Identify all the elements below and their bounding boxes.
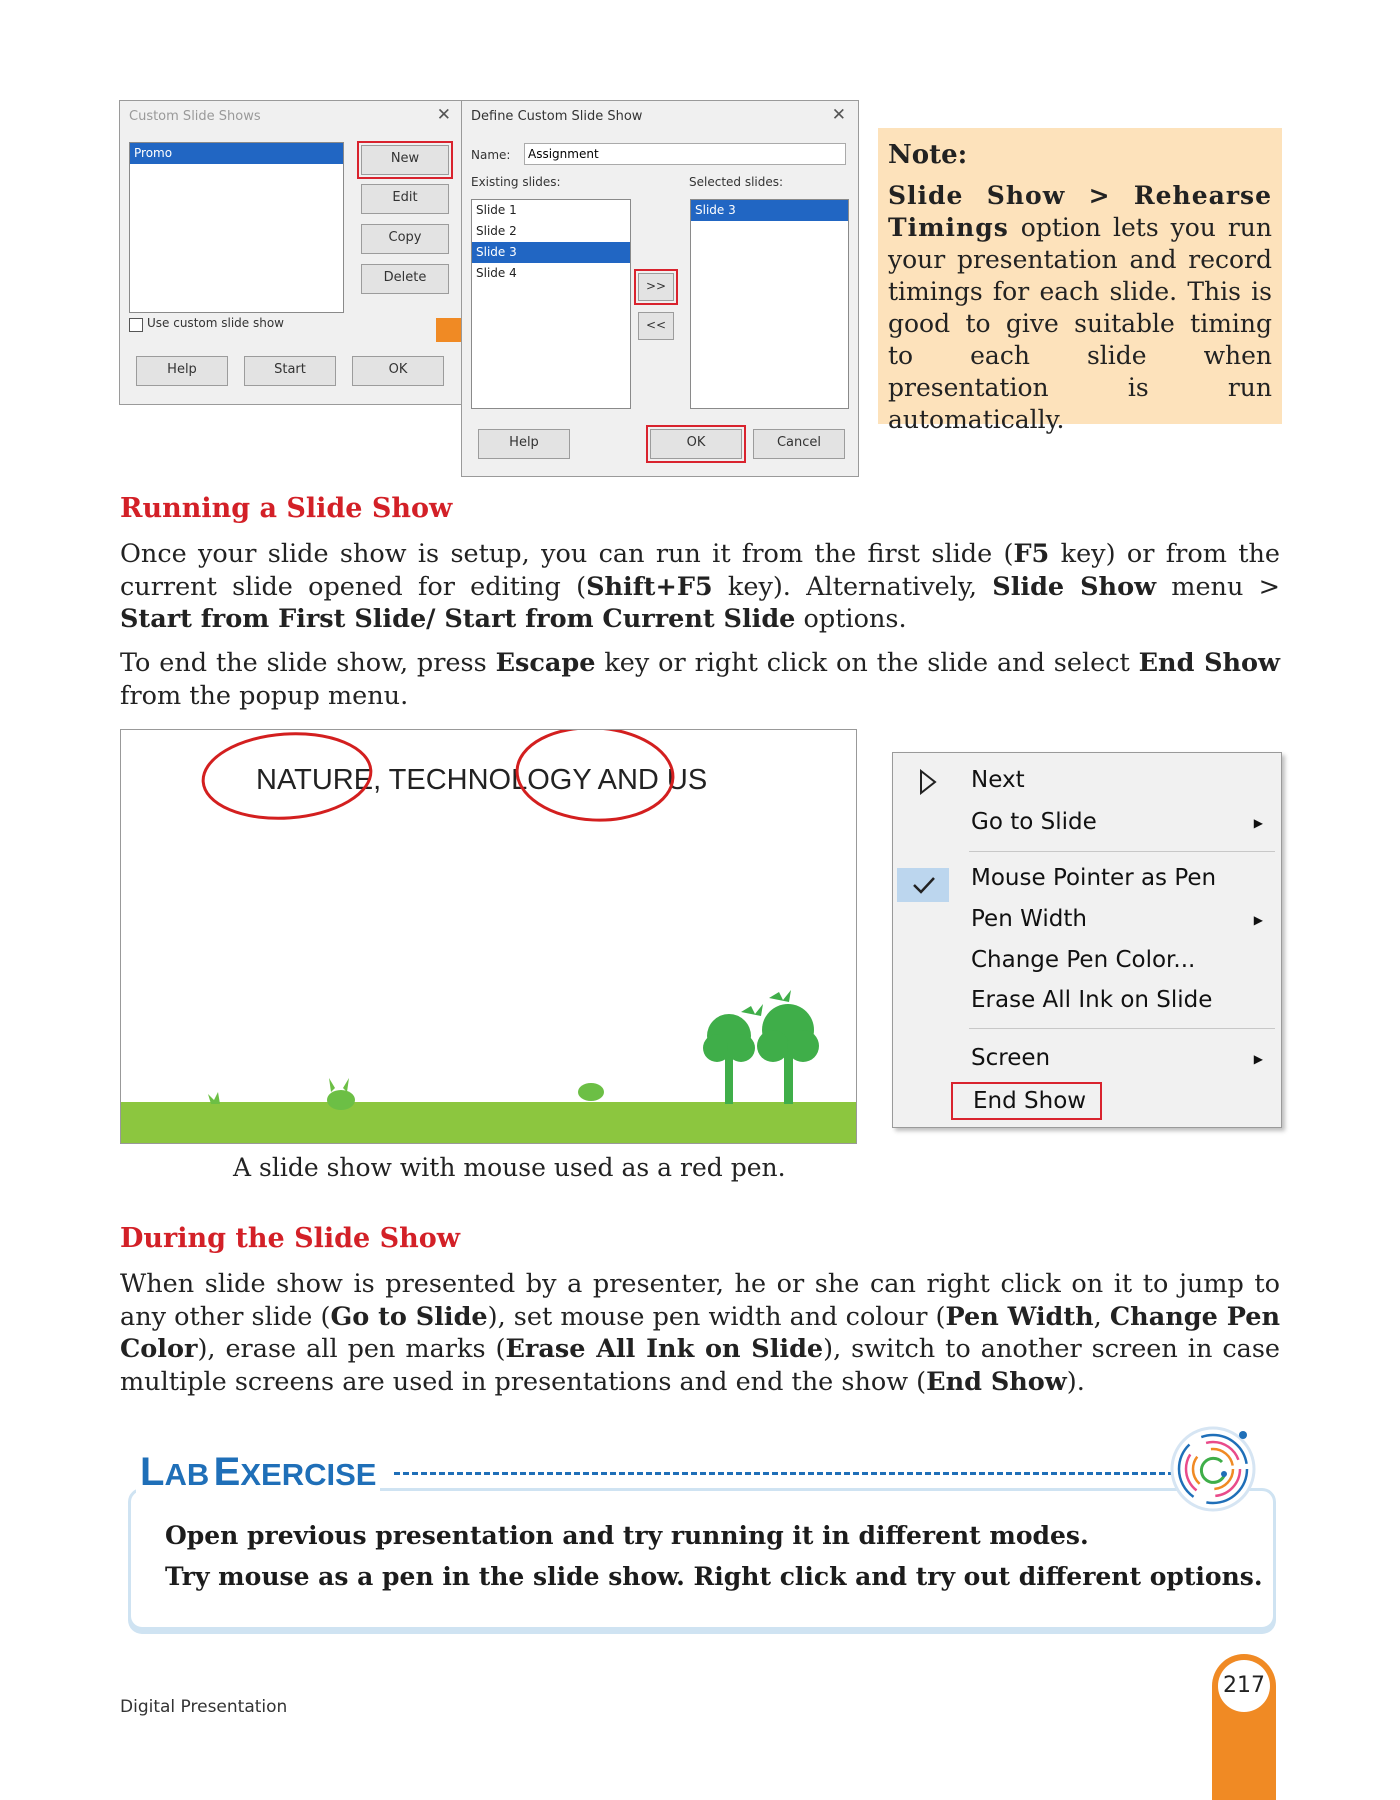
list-item[interactable]: Slide 2 [476, 224, 517, 238]
dashed-rule [394, 1472, 1174, 1475]
submenu-arrow-icon: ▶ [1253, 1052, 1263, 1066]
checkbox-label: Use custom slide show [147, 316, 284, 330]
lab-exercise-title: LAB EXERCISE [136, 1450, 380, 1495]
close-icon[interactable]: ✕ [831, 105, 846, 125]
menu-item-mouse-pointer-as-pen[interactable]: Mouse Pointer as Pen [971, 865, 1217, 891]
note-body: option lets you run your presentation and record timings for each slide. This is good to give suitable timing to each slide when presentation is run automatically. [888, 213, 1272, 434]
ok-button[interactable]: OK [650, 429, 742, 459]
lab-exercise-box [128, 1488, 1276, 1630]
copy-button[interactable]: Copy [361, 224, 449, 254]
checkmark-icon [912, 875, 936, 895]
menu-separator [969, 851, 1275, 852]
lab-line: Open previous presentation and try running it in different modes. [165, 1521, 1089, 1550]
list-item[interactable]: Slide 1 [476, 203, 517, 217]
menu-item-go-to-slide[interactable]: Go to Slide [971, 809, 1097, 835]
slide-title: NATURE, TECHNOLOGY AND US [256, 764, 708, 796]
help-button[interactable]: Help [136, 356, 228, 386]
delete-button[interactable]: Delete [361, 264, 449, 294]
menu-item-next[interactable]: Next [971, 767, 1025, 793]
play-icon [919, 769, 937, 795]
dialog-title: Define Custom Slide Show [471, 109, 643, 124]
note-text [888, 180, 1272, 436]
note-box [878, 128, 1282, 434]
existing-slides-label: Existing slides: [471, 175, 561, 189]
selected-slides-label: Selected slides: [689, 175, 784, 189]
submenu-arrow-icon: ▶ [1253, 816, 1263, 830]
ok-button[interactable]: OK [352, 356, 444, 386]
menu-separator [969, 1028, 1275, 1029]
custom-shows-list[interactable] [129, 142, 344, 313]
add-slide-button[interactable]: >> [638, 273, 674, 301]
remove-slide-button[interactable]: << [638, 312, 674, 340]
name-input[interactable] [524, 143, 846, 165]
book-title: Digital Presentation [120, 1697, 288, 1717]
list-item[interactable]: Slide 4 [476, 266, 517, 280]
menu-item-end-show[interactable]: End Show [951, 1082, 1102, 1120]
note-bold: Slide Show > Rehearse Timings [888, 181, 1272, 242]
name-label: Name: [471, 148, 511, 162]
page-number: 217 [1218, 1660, 1270, 1712]
define-custom-slide-show-dialog [461, 100, 859, 477]
list-item[interactable]: Slide 3 [472, 242, 630, 263]
dialog-title: Custom Slide Shows [129, 109, 261, 124]
submenu-arrow-icon: ▶ [1253, 913, 1263, 927]
selected-slides-list[interactable] [690, 199, 849, 409]
lab-instructions [165, 1521, 1263, 1591]
note-heading: Note: [888, 140, 968, 170]
custom-slide-shows-dialog [119, 100, 464, 405]
slide-caption: A slide show with mouse used as a red pen. [233, 1153, 786, 1182]
edit-button[interactable]: Edit [361, 184, 449, 214]
existing-slides-list[interactable] [471, 199, 631, 409]
paragraph: Once your slide show is setup, you can run it from the first slide (F5 key) or from the current slide opened for editing (Shift+F5 key). Alternatively, Slide Show menu > Start from First Slide/ Start from Current Slide options. [120, 539, 1280, 634]
slide-preview [120, 729, 857, 1144]
menu-item-erase-all-ink[interactable]: Erase All Ink on Slide [971, 987, 1213, 1013]
lab-logo-icon [1168, 1424, 1258, 1514]
list-item[interactable]: Promo [130, 143, 343, 164]
lab-line: Try mouse as a pen in the slide show. Right click and try out different options. [165, 1562, 1263, 1591]
menu-item-pen-width[interactable]: Pen Width [971, 906, 1087, 932]
cancel-button[interactable]: Cancel [753, 429, 845, 459]
section-heading: Running a Slide Show [120, 493, 453, 524]
start-button[interactable]: Start [244, 356, 336, 386]
paragraph: When slide show is presented by a presenter, he or she can right click on it to jump to any other slide (Go to Slide), set mouse pen width and colour (Pen Width, Change Pen Color), erase all pen marks (Erase All Ink on Slide), switch to another screen in case multiple screens are used in presentations and end the show (End Show). [120, 1269, 1281, 1397]
section-heading: During the Slide Show [120, 1223, 460, 1254]
use-custom-checkbox[interactable] [129, 318, 143, 332]
list-item[interactable]: Slide 3 [691, 200, 848, 221]
menu-item-screen[interactable]: Screen [971, 1045, 1051, 1071]
menu-item-change-pen-color[interactable]: Change Pen Color... [971, 947, 1196, 973]
slide-scene [121, 730, 857, 1144]
help-button[interactable]: Help [478, 429, 570, 459]
new-button[interactable]: New [361, 145, 449, 175]
close-icon[interactable]: ✕ [436, 105, 451, 125]
context-menu [892, 752, 1282, 1128]
paragraph: To end the slide show, press Escape key or right click on the slide and select End Show from the popup menu. [120, 648, 1280, 711]
